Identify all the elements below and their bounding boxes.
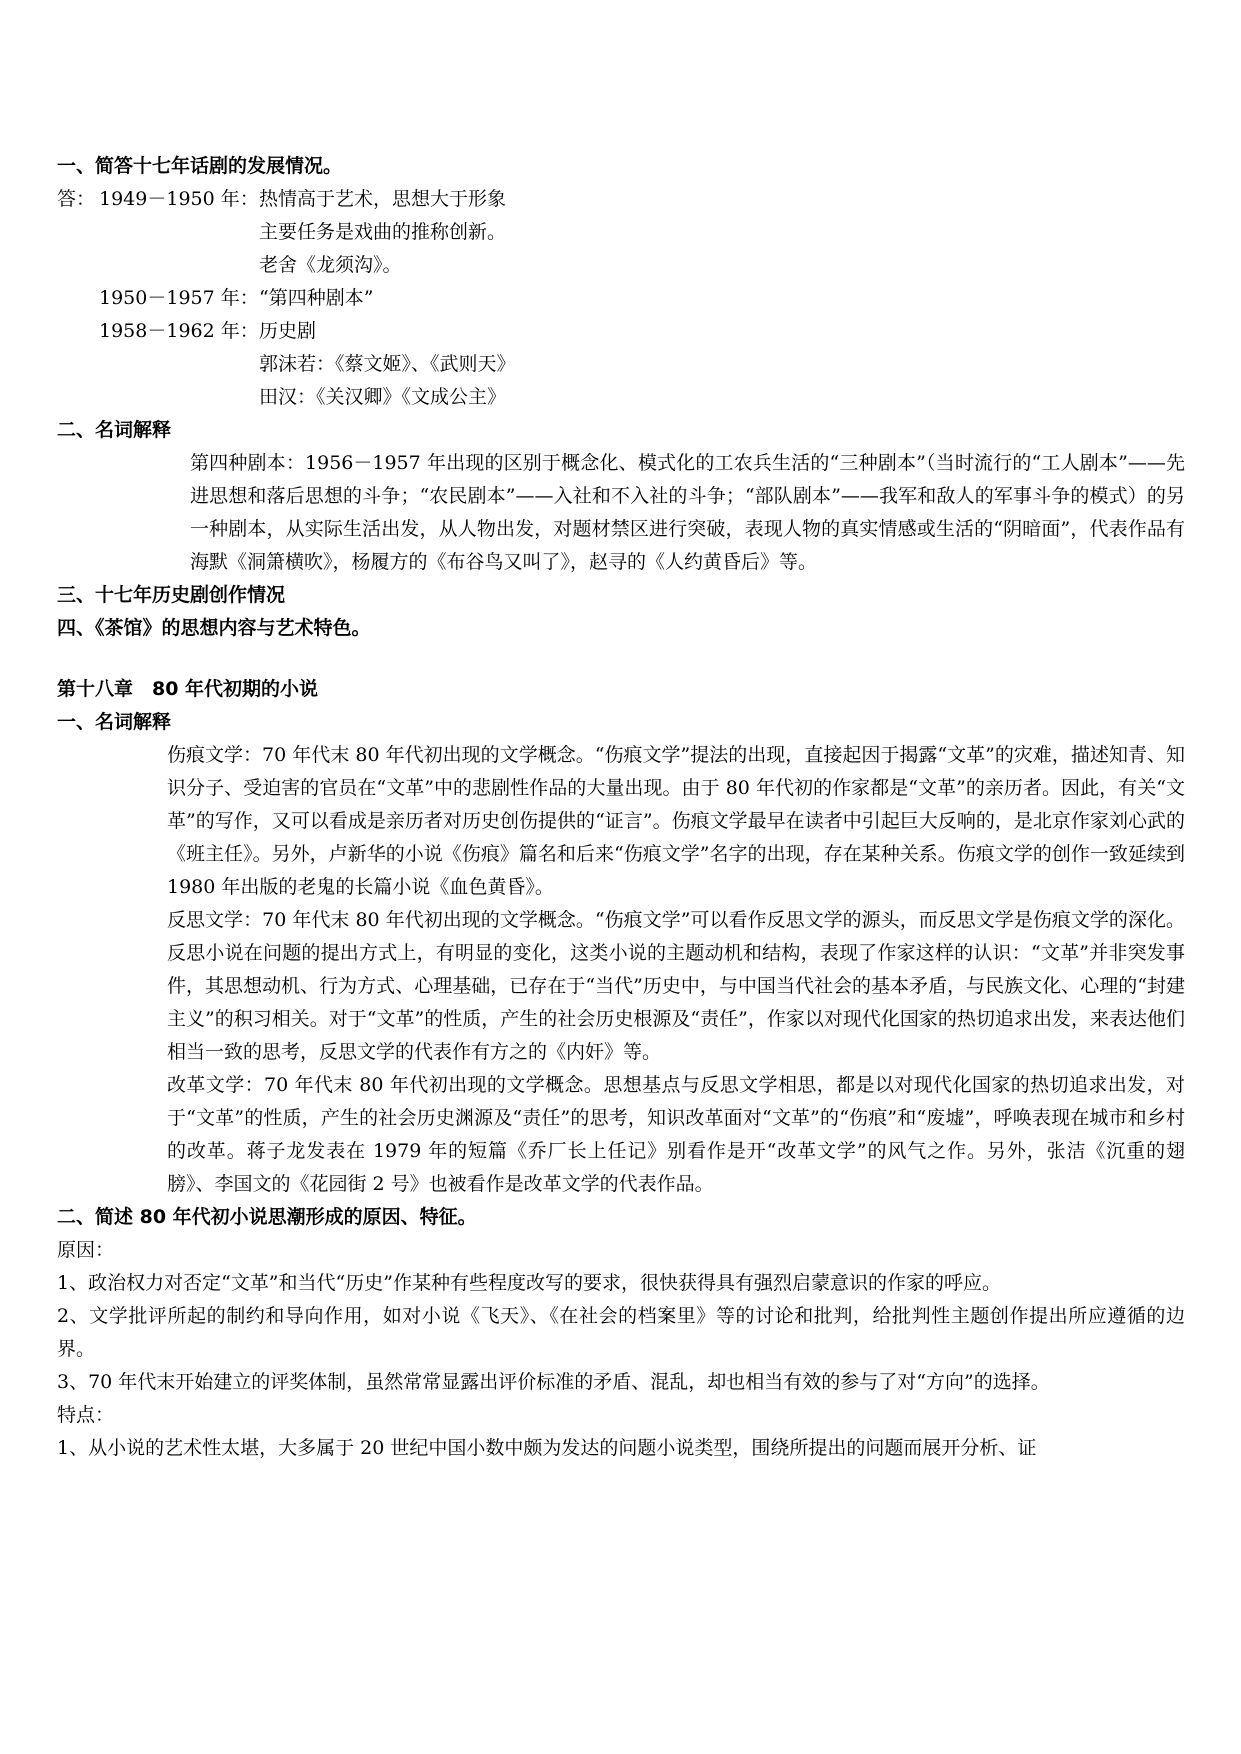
- list-item: 1、政治权力对否定“文革”和当代“历史”作某种有些程度改写的要求，很快获得具有强烈启蒙意识的作家的呼应。: [57, 1272, 1001, 1294]
- list-label: 特点：: [57, 1404, 115, 1426]
- answer-text: 田汉：《关汉卿》《文成公主》: [259, 386, 507, 408]
- definition-paragraph: 伤痕文学：70 年代末 80 年代初出现的文学概念。“伤痕文学”提法的出现，直接起因于揭露“文革”的灾难，描述知青、知识分子、受迫害的官员在“文革”中的悲剧性作品的大量出现。由于 80 年代初的作家都是“文革”的亲历者。因此，有关“文革”的写作，又可以看成是亲历者对历史创伤提供的“证言”。伤痕文学最早在读者中引起巨大反响的，是北京作家刘心武的《班主任》。另外，卢新华的小说《伤痕》篇名和后来“伤痕文学”名字的出现，存在某种关系。伤痕文学的创作一致延续到 1980 年出版的老鬼的长篇小说《血色黄昏》。: [167, 744, 1185, 898]
- list-label: 原因：: [57, 1239, 115, 1261]
- answer-row: [57, 315, 1187, 348]
- answer-text: 老舍《龙须沟》。: [259, 254, 402, 276]
- year-range: 1950－1957 年：: [99, 287, 259, 309]
- list-item: 1、从小说的艺术性太堪，大多属于 20 世纪中国小数中颇为发达的问题小说类型，围绕所提出的问题而展开分析、证: [57, 1437, 1037, 1459]
- list-item: 3、70 年代末开始建立的评奖体制，虽然常常显露出评价标准的矛盾、混乱，却也相当有效的参与了对“方向”的选择。: [57, 1371, 1050, 1393]
- year-range: 1958－1962 年：: [99, 320, 259, 342]
- definition-paragraph: 第四种剧本：1956－1957 年出现的区别于概念化、模式化的工农兵生活的“三种剧本”（当时流行的“工人剧本”——先进思想和落后思想的斗争；“农民剧本”——入社和不入社的斗争；“部队剧本”——我军和敌人的军事斗争的模式）的另一种剧本，从实际生活出发，从人物出发，对题材禁区进行突破，表现人物的真实情感或生活的“阴暗面”，代表作品有海默《洞箫横吹》，杨履方的《布谷鸟又叫了》，赵寻的《人约黄昏后》等。: [190, 452, 1185, 573]
- section-heading: 三、十七年历史剧创作情况: [57, 584, 286, 606]
- list-item: 2、文学批评所起的制约和导向作用，如对小说《飞天》、《在社会的档案里》等的讨论和批判，给批判性主题创作提出所应遵循的边界。: [57, 1305, 1185, 1360]
- section-heading: 二、简述 80 年代初小说思潮形成的原因、特征。: [57, 1206, 477, 1228]
- chapter-title: 第十八章 80 年代初期的小说: [57, 678, 319, 700]
- answer-row: [57, 183, 1187, 216]
- answer-text: “第四种剧本”: [259, 287, 374, 309]
- answer-text: 热情高于艺术，思想大于形象: [259, 188, 507, 210]
- answer-row: [57, 282, 1187, 315]
- definition-paragraph: 反思文学：70 年代末 80 年代初出现的文学概念。“伤痕文学”可以看作反思文学的源头，而反思文学是伤痕文学的深化。反思小说在问题的提出方式上，有明显的变化，这类小说的主题动机和结构，表现了作家这样的认识：“文革”并非突发事件，其思想动机、行为方式、心理基础，已存在于“当代”历史中，与中国当代社会的基本矛盾，与民族文化、心理的“封建主义”的积习相关。对于“文革”的性质，产生的社会历史根源及“责任”，作家以对现代化国家的热切追求出发，来表达他们相当一致的思考，反思文学的代表作有方之的《内奸》等。: [167, 909, 1185, 1063]
- section-heading: 一、名词解释: [57, 711, 172, 733]
- year-range: 1949－1950 年：: [99, 188, 259, 210]
- answer-text: 郭沫若：《蔡文姬》、《武则天》: [259, 353, 516, 375]
- answer-text: 主要任务是戏曲的推称创新。: [259, 221, 507, 243]
- document-page: [57, 150, 1187, 1465]
- definition-paragraph: 改革文学：70 年代末 80 年代初出现的文学概念。思想基点与反思文学相思，都是以对现代化国家的热切追求出发，对于“文革”的性质，产生的社会历史渊源及“责任”的思考，知识改革面对“文革”的“伤痕”和“废墟”，呼唤表现在城市和乡村的改革。蒋子龙发表在 1979 年的短篇《乔厂长上任记》别看作是开“改革文学”的风气之作。另外，张洁《沉重的翅膀》、李国文的《花园街 2 号》也被看作是改革文学的代表作品。: [167, 1074, 1185, 1195]
- answer-block: [57, 183, 1187, 414]
- answer-text: 历史剧: [259, 320, 317, 342]
- answer-prefix: 答：: [57, 188, 96, 210]
- section-heading: 四、《茶馆》的思想内容与艺术特色。: [57, 617, 371, 639]
- section-heading: 一、简答十七年话剧的发展情况。: [57, 155, 343, 177]
- section-heading: 二、名词解释: [57, 419, 172, 441]
